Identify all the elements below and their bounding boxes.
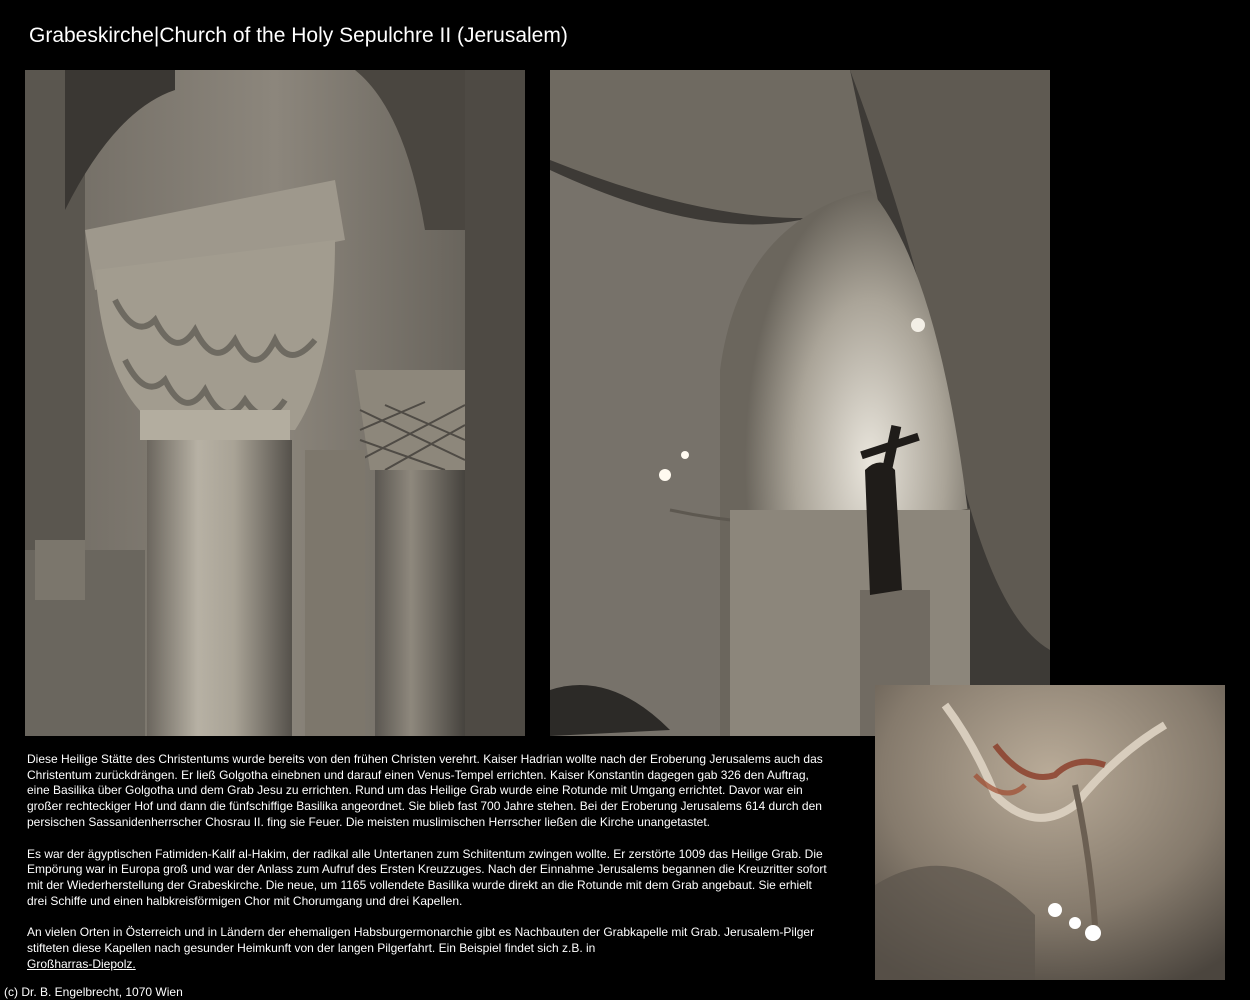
photo-rock-ceiling bbox=[875, 685, 1225, 980]
paragraph-replicas bbox=[27, 925, 827, 972]
paragraph-crusades: Es war der ägyptischen Fatimiden-Kalif al-Hakim, der radikal alle Untertanen zum Schiitentum zwingen wollte. Er zerstörte 1009 das Heilige Grab. Die Empörung war in Europa groß und war der Anlass zum Aufruf des Ersten Kreuzzuges. Nach der Einnahme Jerusalems begannen die Kreuzritter sofort mit der Wiederherstellung der Grabeskirche. Die neue, um 1165 vollendete Basilika wurde direkt an die Rotunde mit dem Grab angebaut. Sie erhielt drei Schiffe und einen halbkreisförmigen Chor mit Chorumgang und drei Kapellen. bbox=[27, 846, 827, 908]
paragraph-replicas-text: An vielen Orten in Österreich und in Ländern der ehemaligen Habsburgermonarchie gibt es Nachbauten der Grabkapelle mit Grab. Jerusalem-Pilger stifteten diese Kapellen nach gesunder Heimkunft von der langen Pilgerfahrt. Ein Beispiel findet sich z.B. in bbox=[27, 925, 815, 956]
copyright-footer: (c) Dr. B. Engelbrecht, 1070 Wien bbox=[4, 985, 183, 999]
link-grossharras-diepolz[interactable]: Großharras-Diepolz. bbox=[27, 956, 136, 971]
photo-apse-crucifix bbox=[550, 70, 1050, 736]
description-text bbox=[27, 752, 827, 988]
photo-columns-capitals bbox=[25, 70, 525, 736]
page-title: Grabeskirche|Church of the Holy Sepulchre II (Jerusalem) bbox=[29, 24, 568, 47]
paragraph-history: Diese Heilige Stätte des Christentums wurde bereits von den frühen Christen verehrt. Kaiser Hadrian wollte nach der Eroberung Jerusalems auch das Christentum zurückdrängen. Er ließ Golgotha einebnen und darauf einen Venus-Tempel errichten. Kaiser Konstantin dagegen gab 326 den Auftrag, eine Basilika über Golgotha und dem Grab Jesu zu errichten. Rund um das Heilige Grab wurde eine Rotunde mit Umgang errichtet. Davor war ein großer rechteckiger Hof und dann die fünfschiffige Basilika angeordnet. Sie blieb fast 700 Jahre stehen. Bei der Eroberung Jerusalems 614 durch den persischen Sassanidenherrscher Chosrau II. fing sie Feuer. Die meisten muslimischen Herrscher ließen die Kirche unangetastet. bbox=[27, 752, 823, 829]
